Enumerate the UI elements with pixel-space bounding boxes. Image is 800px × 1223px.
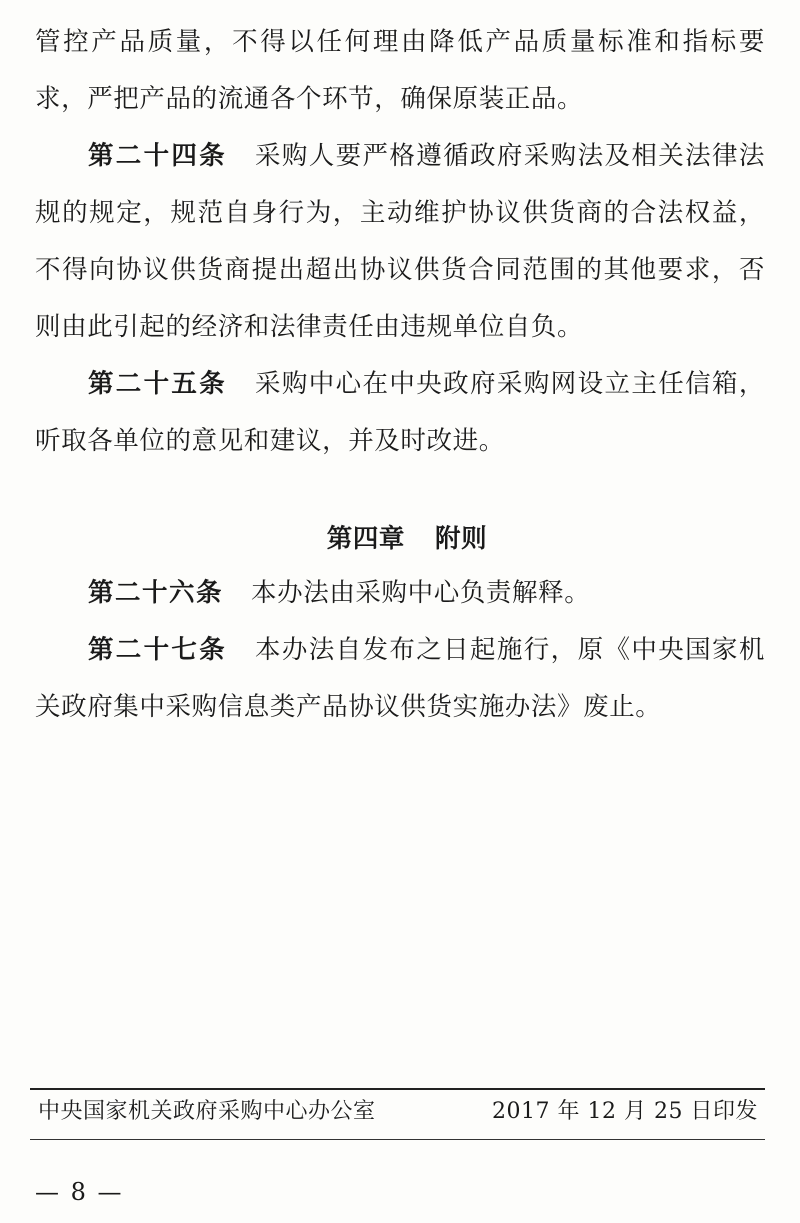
chapter-title: 附则 [435,524,488,554]
article-24 [35,128,765,356]
article-text: 本办法自发布之日起施行，原《中央国家机关政府集中采购信息类产品协议供货实施办法》废止。 [35,635,765,722]
article-26 [35,565,765,622]
article-text: 采购中心在中央政府采购网设立主任信箱，听取各单位的意见和建议，并及时改进。 [35,369,765,456]
article-number: 第二十六条 [88,578,224,608]
footer-top-rule [30,1088,765,1090]
chapter-heading [35,511,765,568]
article-number: 第二十七条 [88,635,227,665]
article-27 [35,622,765,736]
document-body [35,14,765,736]
page-number: — 8 — [35,1178,124,1206]
footer-issue-date: 2017 年 12 月 25 日印发 [492,1099,758,1124]
article-text: 采购人要严格遵循政府采购法及相关法律法规的规定，规范自身行为，主动维护协议供货商的合法权益，不得向协议供货商提出超出协议供货合同范围的其他要求，否则由此引起的经济和法律责任由违规单位自负。 [35,141,765,342]
paragraph-continuation [35,14,765,128]
footer-bottom-rule [30,1139,765,1140]
footer-issuer: 中央国家机关政府采购中心办公室 [38,1099,376,1124]
article-number: 第二十四条 [88,141,227,171]
chapter-number: 第四章 [326,524,406,554]
paragraph-text: 管控产品质量，不得以任何理由降低产品质量标准和指标要求，严把产品的流通各个环节，确保原装正品。 [35,27,765,114]
article-text: 本办法由采购中心负责解释。 [251,578,591,608]
article-number: 第二十五条 [88,369,227,399]
article-25 [35,356,765,470]
